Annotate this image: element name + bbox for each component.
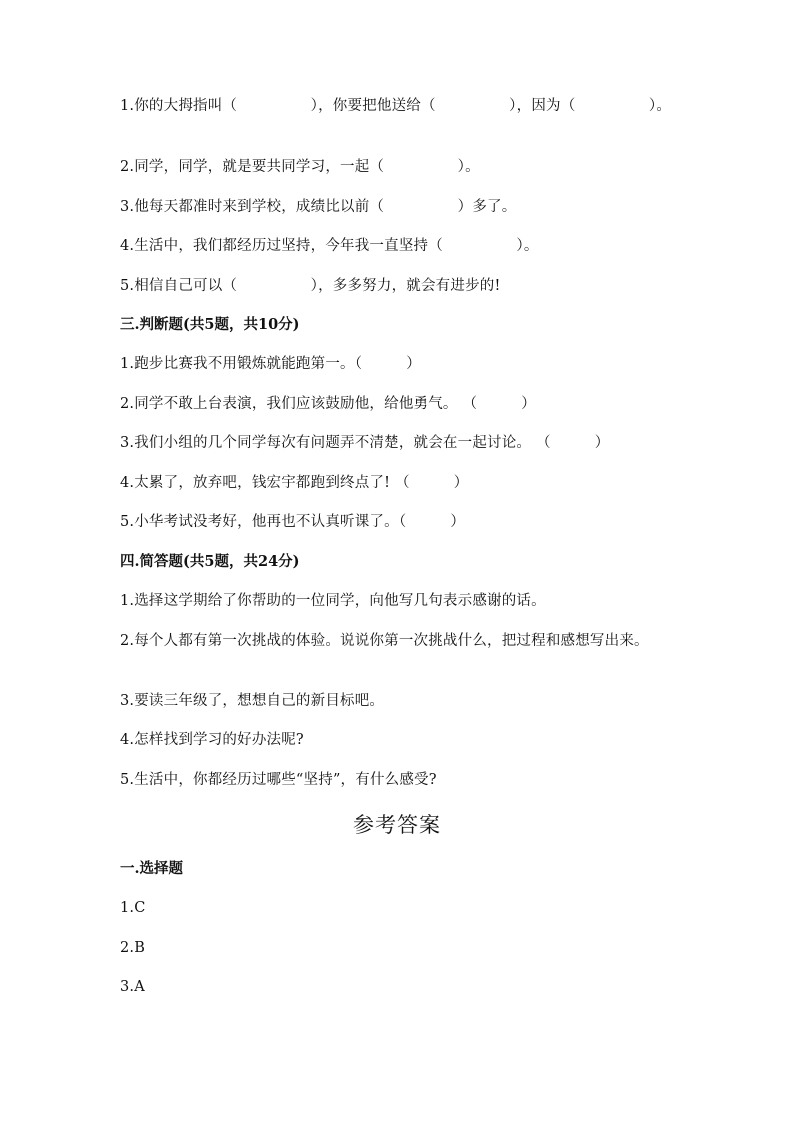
answer-item-2: 2.B — [120, 940, 146, 956]
answer-key-title: 参考答案 — [353, 813, 441, 837]
short-answer-question-2: 2.每个人都有第一次挑战的体验。说说你第一次挑战什么，把过程和感想写出来。 — [120, 633, 649, 649]
short-answer-question-3: 3.要读三年级了，想想自己的新目标吧。 — [120, 693, 385, 709]
fill-blank-question-2: 2.同学，同学，就是要共同学习，一起（ ）。 — [120, 159, 480, 175]
answer-item-1: 1.C — [120, 900, 146, 916]
judge-question-2: 2.同学不敢上台表演，我们应该鼓励他，给他勇气。 （ ） — [120, 396, 536, 412]
judge-question-3: 3.我们小组的几个同学每次有问题弄不清楚，就会在一起讨论。 （ ） — [120, 435, 610, 451]
short-answer-section-heading: 四.简答题(共5题，共24分) — [120, 553, 300, 570]
answer-section-heading: 一.选择题 — [120, 860, 184, 877]
fill-blank-question-1: 1.你的大拇指叫（ ），你要把他送给（ ），因为（ ）。 — [120, 98, 672, 114]
fill-blank-question-4: 4.生活中，我们都经历过坚持，今年我一直坚持（ ）。 — [120, 238, 539, 254]
fill-blank-question-5: 5.相信自己可以（ ），多多努力，就会有进步的! — [120, 278, 501, 294]
answer-item-3: 3.A — [120, 979, 145, 995]
short-answer-question-5: 5.生活中，你都经历过哪些“坚持”，有什么感受? — [120, 772, 437, 788]
short-answer-question-1: 1.选择这学期给了你帮助的一位同学，向他写几句表示感谢的话。 — [120, 593, 546, 609]
judge-question-1: 1.跑步比赛我不用锻炼就能跑第一。（ ） — [120, 356, 421, 372]
fill-blank-question-3: 3.他每天都准时来到学校，成绩比以前（ ）多了。 — [120, 199, 517, 215]
judge-section-heading: 三.判断题(共5题，共10分) — [120, 316, 300, 333]
short-answer-question-4: 4.怎样找到学习的好办法呢? — [120, 732, 304, 748]
judge-question-5: 5.小华考试没考好，他再也不认真听课了。（ ） — [120, 514, 466, 530]
judge-question-4: 4.太累了，放弃吧，钱宏宇都跑到终点了! （ ） — [120, 475, 469, 491]
